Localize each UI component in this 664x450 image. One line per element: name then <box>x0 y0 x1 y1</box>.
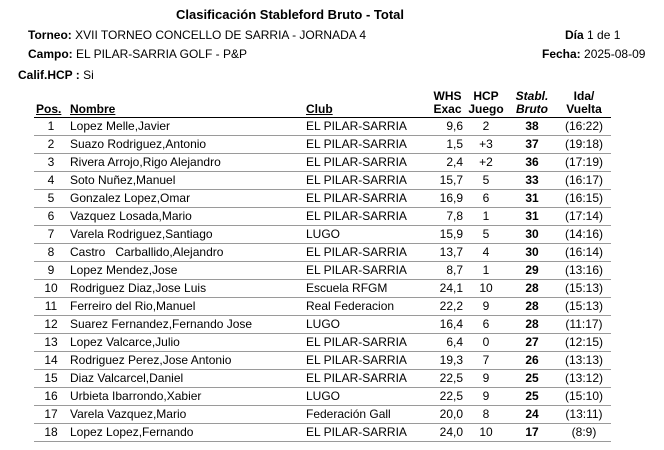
cell-nombre: Rodriguez Perez,Jose Antonio <box>68 352 304 370</box>
cell-nombre: Urbieta Ibarrondo,Xabier <box>68 388 304 406</box>
cell-club: EL PILAR-SARRIA <box>304 208 430 226</box>
cell-nombre: Varela Rodriguez,Santiago <box>68 226 304 244</box>
cell-nombre: Lopez Valcarce,Julio <box>68 334 304 352</box>
cell-hcp: 0 <box>465 334 507 352</box>
col-hcp-header-line2: Juego <box>468 102 504 116</box>
cell-club: EL PILAR-SARRIA <box>304 118 430 136</box>
cell-stabl: 31 <box>507 190 557 208</box>
cell-stabl: 27 <box>507 334 557 352</box>
col-ida-header-line2: Vuelta <box>566 102 602 116</box>
campo-value: EL PILAR-SARRIA GOLF - P&P <box>76 47 247 61</box>
col-whs-header-line2: Exac <box>433 102 462 116</box>
cell-whs: 16,9 <box>430 190 465 208</box>
cell-whs: 13,7 <box>430 244 465 262</box>
cell-pos: 18 <box>34 424 68 442</box>
cell-stabl: 30 <box>507 244 557 262</box>
cell-pos: 4 <box>34 172 68 190</box>
table-row <box>34 244 611 262</box>
cell-nombre: Suazo Rodriguez,Antonio <box>68 136 304 154</box>
cell-pos: 6 <box>34 208 68 226</box>
cell-ida: (16:17) <box>557 172 611 190</box>
cell-pos: 15 <box>34 370 68 388</box>
cell-stabl: 37 <box>507 136 557 154</box>
cell-ida: (13:11) <box>557 406 611 424</box>
cell-club: LUGO <box>304 316 430 334</box>
cell-stabl: 33 <box>507 172 557 190</box>
cell-ida: (13:16) <box>557 262 611 280</box>
fecha-value: 2025-08-09 <box>584 47 646 61</box>
cell-hcp: 5 <box>465 226 507 244</box>
table-row <box>34 226 611 244</box>
table-row <box>34 352 611 370</box>
cell-ida: (13:12) <box>557 370 611 388</box>
cell-club: LUGO <box>304 226 430 244</box>
cell-club: EL PILAR-SARRIA <box>304 190 430 208</box>
col-whs-header <box>430 90 465 118</box>
cell-club: Escuela RFGM <box>304 280 430 298</box>
cell-hcp: 5 <box>465 172 507 190</box>
fecha-line <box>542 47 645 61</box>
cell-nombre: Lopez Melle,Javier <box>68 118 304 136</box>
table-row <box>34 172 611 190</box>
cell-hcp: 10 <box>465 280 507 298</box>
torneo-label: Torneo: <box>28 28 72 42</box>
cell-ida: (13:13) <box>557 352 611 370</box>
cell-pos: 8 <box>34 244 68 262</box>
cell-hcp: 8 <box>465 406 507 424</box>
table-row <box>34 334 611 352</box>
cell-hcp: 7 <box>465 352 507 370</box>
cell-stabl: 28 <box>507 298 557 316</box>
calif-label: Calif.HCP : <box>18 68 80 82</box>
table-row <box>34 406 611 424</box>
cell-club: Real Federacion <box>304 298 430 316</box>
torneo-line <box>28 28 366 42</box>
cell-club: EL PILAR-SARRIA <box>304 352 430 370</box>
cell-hcp: 6 <box>465 190 507 208</box>
cell-ida: (19:18) <box>557 136 611 154</box>
cell-hcp: +3 <box>465 136 507 154</box>
cell-club: EL PILAR-SARRIA <box>304 262 430 280</box>
cell-whs: 16,4 <box>430 316 465 334</box>
cell-ida: (16:15) <box>557 190 611 208</box>
table-row <box>34 280 611 298</box>
cell-nombre: Soto Nuñez,Manuel <box>68 172 304 190</box>
cell-ida: (16:14) <box>557 244 611 262</box>
cell-whs: 2,4 <box>430 154 465 172</box>
cell-pos: 10 <box>34 280 68 298</box>
dia-value: 1 de 1 <box>587 28 621 42</box>
col-stabl-header-line1: Stabl. <box>515 89 549 103</box>
cell-hcp: 9 <box>465 388 507 406</box>
fecha-label: Fecha: <box>542 47 581 61</box>
cell-ida: (15:13) <box>557 280 611 298</box>
cell-club: EL PILAR-SARRIA <box>304 154 430 172</box>
cell-pos: 2 <box>34 136 68 154</box>
cell-club: EL PILAR-SARRIA <box>304 244 430 262</box>
cell-pos: 12 <box>34 316 68 334</box>
table-row <box>34 298 611 316</box>
cell-ida: (12:15) <box>557 334 611 352</box>
cell-nombre: Lopez Mendez,Jose <box>68 262 304 280</box>
cell-whs: 8,7 <box>430 262 465 280</box>
cell-stabl: 36 <box>507 154 557 172</box>
cell-nombre: Gonzalez Lopez,Omar <box>68 190 304 208</box>
cell-hcp: 1 <box>465 262 507 280</box>
col-pos-header: Pos. <box>34 90 68 118</box>
cell-nombre: Vazquez Losada,Mario <box>68 208 304 226</box>
col-stabl-header <box>507 90 557 118</box>
calif-value: Si <box>83 68 94 82</box>
cell-whs: 15,7 <box>430 172 465 190</box>
cell-pos: 17 <box>34 406 68 424</box>
cell-hcp: 1 <box>465 208 507 226</box>
report-title: Clasificación Stableford Bruto - Total <box>175 7 404 22</box>
table-row <box>34 208 611 226</box>
cell-ida: (14:16) <box>557 226 611 244</box>
table-row <box>34 424 611 442</box>
cell-stabl: 26 <box>507 352 557 370</box>
cell-whs: 19,3 <box>430 352 465 370</box>
cell-ida: (8:9) <box>557 424 611 442</box>
cell-stabl: 24 <box>507 406 557 424</box>
cell-nombre: Suarez Fernandez,Fernando Jose <box>68 316 304 334</box>
cell-club: Federación Gall <box>304 406 430 424</box>
table-row <box>34 370 611 388</box>
cell-stabl: 38 <box>507 118 557 136</box>
cell-hcp: 4 <box>465 244 507 262</box>
cell-pos: 16 <box>34 388 68 406</box>
cell-whs: 1,5 <box>430 136 465 154</box>
dia-line <box>565 28 620 42</box>
results-table <box>34 90 611 442</box>
col-hcp-header <box>465 90 507 118</box>
cell-ida: (15:10) <box>557 388 611 406</box>
cell-pos: 5 <box>34 190 68 208</box>
cell-pos: 7 <box>34 226 68 244</box>
cell-nombre: Varela Vazquez,Mario <box>68 406 304 424</box>
cell-nombre: Ferreiro del Rio,Manuel <box>68 298 304 316</box>
cell-ida: (17:19) <box>557 154 611 172</box>
cell-club: LUGO <box>304 388 430 406</box>
torneo-value: XVII TORNEO CONCELLO DE SARRIA - JORNADA 4 <box>75 28 367 42</box>
cell-nombre: Castro Carballido,Alejandro <box>68 244 304 262</box>
cell-stabl: 25 <box>507 388 557 406</box>
cell-whs: 24,1 <box>430 280 465 298</box>
cell-club: EL PILAR-SARRIA <box>304 334 430 352</box>
cell-stabl: 28 <box>507 316 557 334</box>
cell-hcp: 2 <box>465 118 507 136</box>
table-header-row <box>34 90 611 118</box>
cell-pos: 1 <box>34 118 68 136</box>
cell-pos: 13 <box>34 334 68 352</box>
cell-whs: 20,0 <box>430 406 465 424</box>
cell-hcp: 6 <box>465 316 507 334</box>
cell-whs: 24,0 <box>430 424 465 442</box>
cell-whs: 7,8 <box>430 208 465 226</box>
cell-ida: (15:13) <box>557 298 611 316</box>
cell-pos: 9 <box>34 262 68 280</box>
cell-nombre: Rodriguez Diaz,Jose Luis <box>68 280 304 298</box>
col-nombre-header: Nombre <box>68 90 304 118</box>
cell-stabl: 28 <box>507 280 557 298</box>
cell-stabl: 17 <box>507 424 557 442</box>
col-hcp-header-line1: HCP <box>473 89 499 103</box>
cell-whs: 6,4 <box>430 334 465 352</box>
cell-whs: 9,6 <box>430 118 465 136</box>
col-ida-header-line1: Ida/ <box>573 89 595 103</box>
cell-club: EL PILAR-SARRIA <box>304 136 430 154</box>
table-row <box>34 262 611 280</box>
table-row <box>34 388 611 406</box>
cell-pos: 11 <box>34 298 68 316</box>
cell-nombre: Diaz Valcarcel,Daniel <box>68 370 304 388</box>
cell-club: EL PILAR-SARRIA <box>304 172 430 190</box>
cell-whs: 22,5 <box>430 388 465 406</box>
cell-hcp: 9 <box>465 370 507 388</box>
cell-stabl: 25 <box>507 370 557 388</box>
cell-nombre: Lopez Lopez,Fernando <box>68 424 304 442</box>
calif-line <box>18 68 94 82</box>
dia-label: Día <box>565 28 584 42</box>
col-whs-header-line1: WHS <box>433 89 462 103</box>
cell-whs: 22,5 <box>430 370 465 388</box>
campo-line <box>28 47 247 61</box>
cell-ida: (11:17) <box>557 316 611 334</box>
table-row <box>34 154 611 172</box>
cell-whs: 15,9 <box>430 226 465 244</box>
table-row <box>34 190 611 208</box>
cell-ida: (17:14) <box>557 208 611 226</box>
cell-hcp: +2 <box>465 154 507 172</box>
campo-label: Campo: <box>28 47 73 61</box>
cell-club: EL PILAR-SARRIA <box>304 424 430 442</box>
col-ida-header <box>557 90 611 118</box>
col-stabl-header-line2: Bruto <box>516 102 548 116</box>
cell-pos: 3 <box>34 154 68 172</box>
cell-pos: 14 <box>34 352 68 370</box>
table-row <box>34 136 611 154</box>
col-club-header: Club <box>304 90 430 118</box>
cell-nombre: Rivera Arrojo,Rigo Alejandro <box>68 154 304 172</box>
table-row <box>34 316 611 334</box>
cell-ida: (16:22) <box>557 118 611 136</box>
cell-hcp: 9 <box>465 298 507 316</box>
cell-stabl: 29 <box>507 262 557 280</box>
cell-whs: 22,2 <box>430 298 465 316</box>
table-row <box>34 118 611 136</box>
cell-hcp: 10 <box>465 424 507 442</box>
cell-stabl: 30 <box>507 226 557 244</box>
cell-club: EL PILAR-SARRIA <box>304 370 430 388</box>
cell-stabl: 31 <box>507 208 557 226</box>
